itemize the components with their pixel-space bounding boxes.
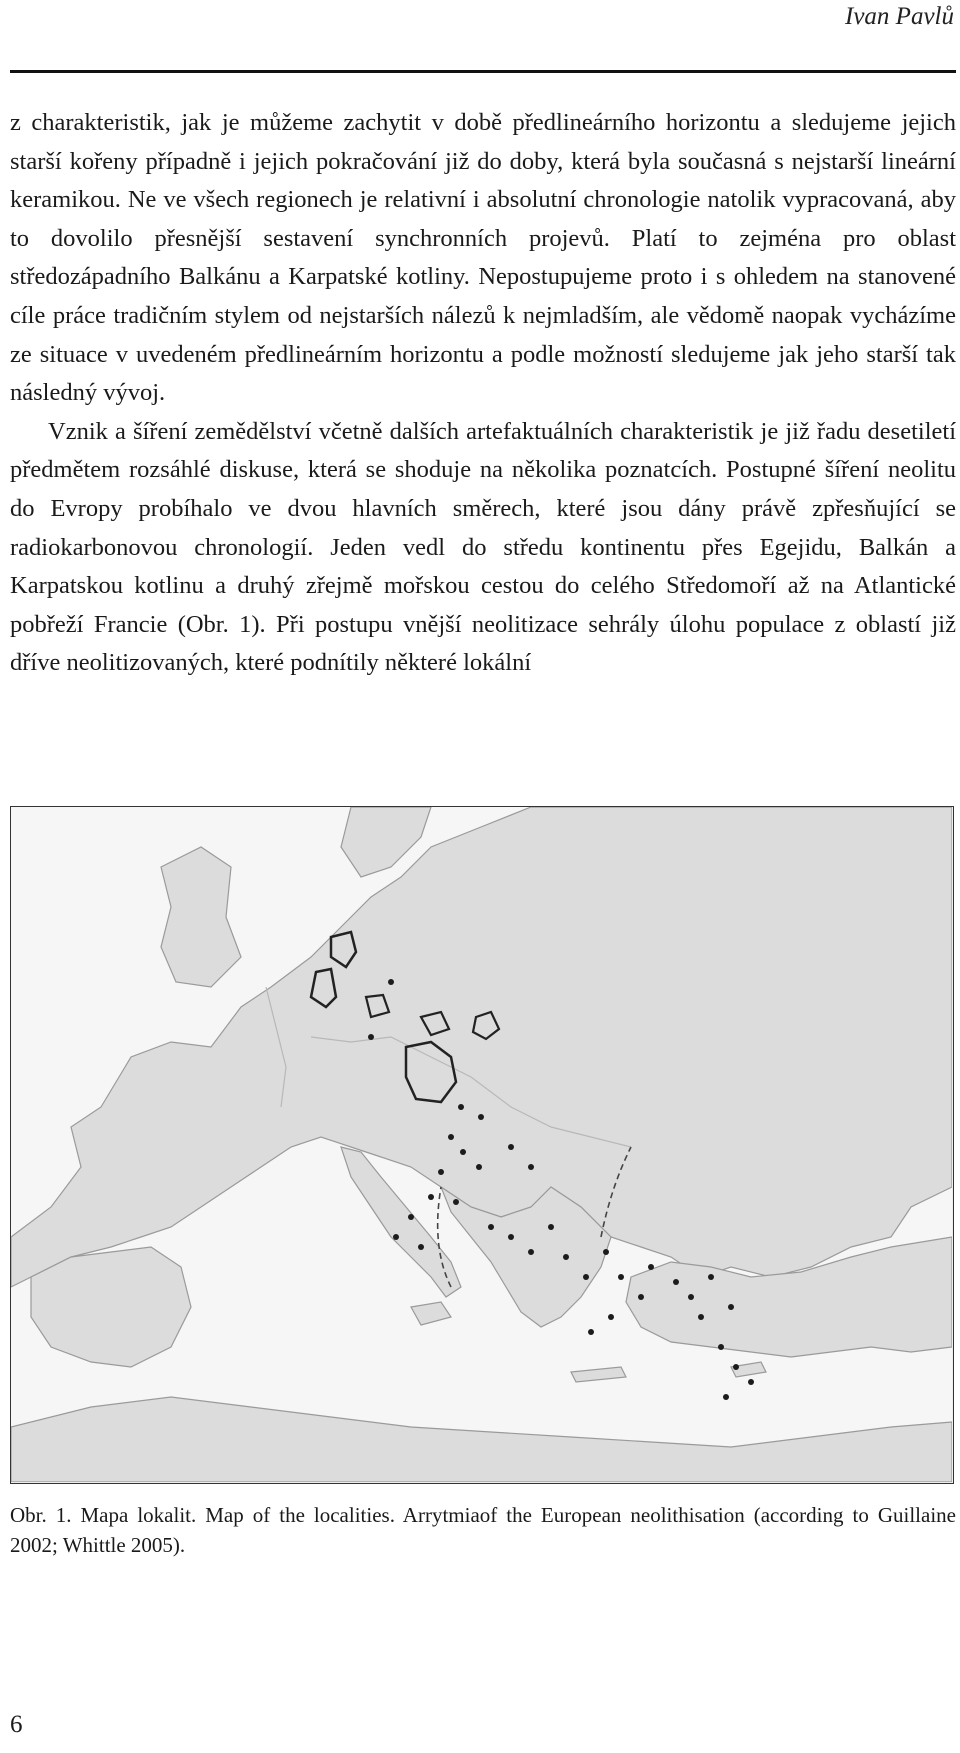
running-head: Ivan Pavlů — [845, 3, 954, 30]
europe-map-image — [11, 807, 952, 1482]
map-land-iberia — [31, 1247, 191, 1367]
paragraph-2: Vznik a šíření zemědělství včetně dalších artefaktuálních charakteristik je již řadu desetiletí předmětem rozsáhlé diskuse, která se shoduje na několika poznatcích. Postupné šíření neolitu do Evropy probíhalo ve dvou hlavních směrech, které jsou dány právě zpřesňující se radiokarbonovou chronologií. Jeden vedl do středu kontinentu přes Egejidu, Balkán a Karpatskou kotlinu a druhý zřejmě mořskou cestou do celého Středomoří až na Atlantické pobřeží Francie (Obr. 1). Při postupu vnější neolitizace sehrály úlohu populace z oblastí již dříve neolitizovaných, které podnítily některé lokální — [10, 417, 956, 677]
paragraph-1: z charakteristik, jak je můžeme zachytit v době předlineárního horizontu a sledujeme jejich starší kořeny případně i jejich pokračování již do doby, která byla současná s nejstarší lineární keramikou. Ne ve všech regionech je relativní i absolutní chronologie natolik vypracovaná, aby to dovolilo přesnější sestavení synchronních projevů. Platí to zejména pro oblast středozápadního Balkánu a Karpatské kotliny. Nepostupujeme proto i s ohledem na stanovené cíle práce tradičním stylem od nejstarších nálezů k nejmladším, ale vědomě naopak vycházíme ze situace v uvedeném předlineárním horizontu a podle možností sledujeme jak jeho starší tak následný vývoj. — [10, 109, 956, 407]
figure-map — [10, 806, 954, 1484]
figure-caption: Obr. 1. Mapa lokalit. Map of the localities. Arrytmiaof the European neolithisation (according to Guillaine 2002; Whittle 2005). — [10, 1503, 956, 1557]
header-rule — [10, 70, 956, 73]
page-number: 6 — [10, 1711, 23, 1738]
body-text — [10, 104, 956, 683]
